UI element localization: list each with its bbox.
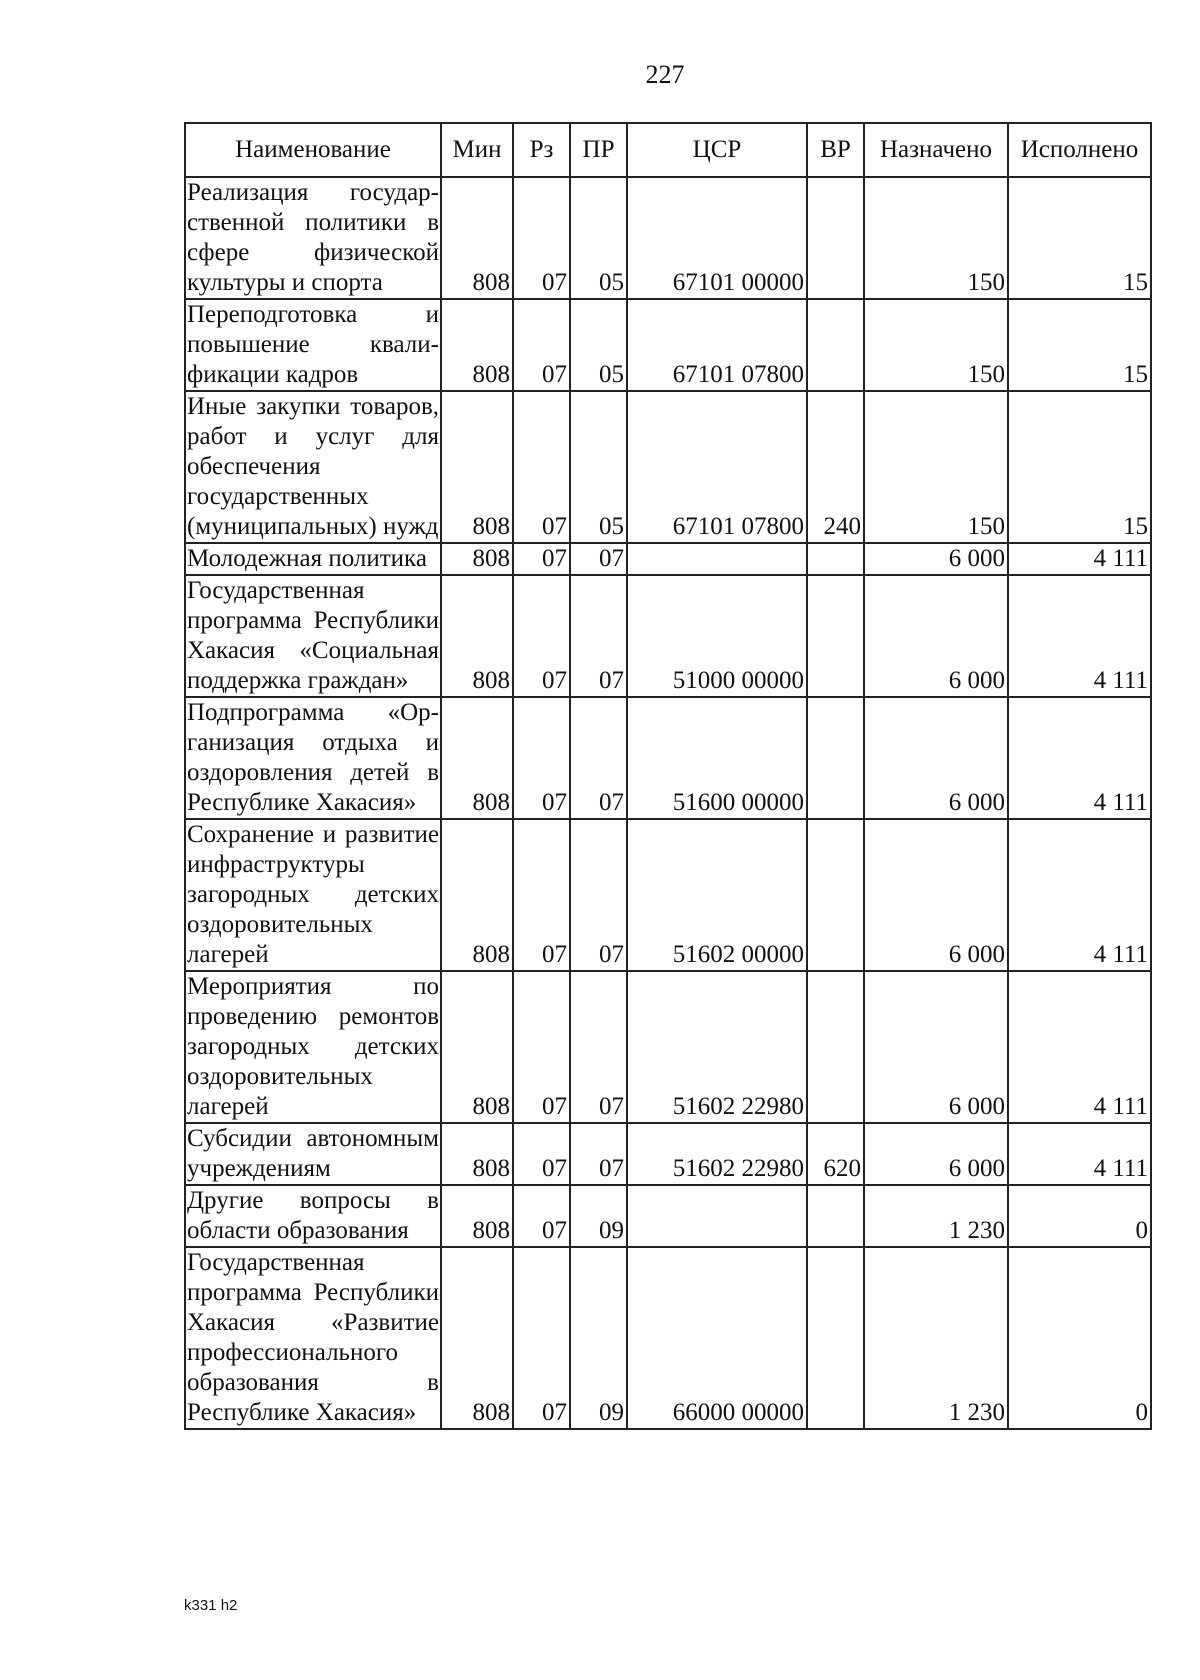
- cell-pr: 07: [570, 971, 627, 1123]
- cell-assigned: 6 000: [864, 697, 1008, 819]
- cell-executed: 4 111: [1008, 697, 1151, 819]
- cell-csr: 67101 07800: [627, 299, 807, 391]
- cell-min: 808: [441, 1123, 513, 1185]
- table-row: [185, 1185, 1151, 1247]
- table-row: [185, 1123, 1151, 1185]
- header-rz: Рз: [513, 123, 570, 177]
- cell-vr: 240: [807, 391, 864, 543]
- cell-vr: [807, 177, 864, 299]
- table-row: [185, 299, 1151, 391]
- header-pr: ПР: [570, 123, 627, 177]
- cell-csr: [627, 1185, 807, 1247]
- table-row: [185, 543, 1151, 575]
- cell-assigned: 6 000: [864, 1123, 1008, 1185]
- cell-assigned: 6 000: [864, 575, 1008, 697]
- cell-executed: 15: [1008, 299, 1151, 391]
- cell-rz: 07: [513, 543, 570, 575]
- table-row: [185, 177, 1151, 299]
- cell-csr: 51602 22980: [627, 1123, 807, 1185]
- cell-min: 808: [441, 1185, 513, 1247]
- cell-vr: [807, 543, 864, 575]
- cell-rz: 07: [513, 697, 570, 819]
- cell-pr: 07: [570, 819, 627, 971]
- budget-table: [184, 122, 1152, 1430]
- cell-executed: 0: [1008, 1185, 1151, 1247]
- cell-executed: 15: [1008, 391, 1151, 543]
- cell-name: Государственная программа Республики Хакасия «Развитие профессионального образования в Республике Хакасия»: [185, 1247, 441, 1429]
- cell-executed: 4 111: [1008, 575, 1151, 697]
- header-name: Наименование: [185, 123, 441, 177]
- cell-pr: 05: [570, 299, 627, 391]
- cell-min: 808: [441, 575, 513, 697]
- cell-pr: 07: [570, 543, 627, 575]
- cell-pr: 09: [570, 1247, 627, 1429]
- table-row: [185, 697, 1151, 819]
- cell-vr: [807, 299, 864, 391]
- cell-name: Сохранение и развитие инфраструктуры загородных детских оздоровительных лагерей: [185, 819, 441, 971]
- cell-csr: 51602 22980: [627, 971, 807, 1123]
- header-executed: Исполнено: [1008, 123, 1151, 177]
- cell-vr: [807, 697, 864, 819]
- cell-executed: 4 111: [1008, 971, 1151, 1123]
- cell-csr: 67101 07800: [627, 391, 807, 543]
- cell-min: 808: [441, 1247, 513, 1429]
- cell-executed: 15: [1008, 177, 1151, 299]
- cell-vr: [807, 575, 864, 697]
- cell-csr: 66000 00000: [627, 1247, 807, 1429]
- cell-rz: 07: [513, 819, 570, 971]
- cell-vr: [807, 819, 864, 971]
- cell-pr: 05: [570, 177, 627, 299]
- cell-rz: 07: [513, 391, 570, 543]
- cell-assigned: 6 000: [864, 971, 1008, 1123]
- cell-rz: 07: [513, 1185, 570, 1247]
- cell-assigned: 1 230: [864, 1185, 1008, 1247]
- header-csr: ЦСР: [627, 123, 807, 177]
- table-row: [185, 819, 1151, 971]
- cell-min: 808: [441, 391, 513, 543]
- cell-csr: [627, 543, 807, 575]
- cell-assigned: 150: [864, 177, 1008, 299]
- header-assigned: Назначено: [864, 123, 1008, 177]
- cell-min: 808: [441, 819, 513, 971]
- footer-code: k331 h2: [184, 1597, 238, 1614]
- cell-name: Мероприятия по проведению ремонтов загородных детских оздоровительных лагерей: [185, 971, 441, 1123]
- cell-csr: 67101 00000: [627, 177, 807, 299]
- cell-vr: 620: [807, 1123, 864, 1185]
- cell-executed: 0: [1008, 1247, 1151, 1429]
- cell-name: Государственная программа Республики Хакасия «Социальная поддержка граждан»: [185, 575, 441, 697]
- cell-vr: [807, 1247, 864, 1429]
- cell-executed: 4 111: [1008, 543, 1151, 575]
- cell-executed: 4 111: [1008, 1123, 1151, 1185]
- header-vr: ВР: [807, 123, 864, 177]
- cell-rz: 07: [513, 177, 570, 299]
- cell-rz: 07: [513, 575, 570, 697]
- cell-name: Переподготовка и повышение квалификации кадров: [185, 299, 441, 391]
- cell-pr: 05: [570, 391, 627, 543]
- page-number: 227: [645, 60, 685, 89]
- cell-rz: 07: [513, 971, 570, 1123]
- cell-rz: 07: [513, 299, 570, 391]
- cell-min: 808: [441, 543, 513, 575]
- cell-vr: [807, 971, 864, 1123]
- cell-pr: 07: [570, 697, 627, 819]
- cell-rz: 07: [513, 1247, 570, 1429]
- table-row: [185, 1247, 1151, 1429]
- header-min: Мин: [441, 123, 513, 177]
- table-header-row: [185, 123, 1151, 177]
- cell-rz: 07: [513, 1123, 570, 1185]
- cell-executed: 4 111: [1008, 819, 1151, 971]
- cell-name: Субсидии автономным учреждениям: [185, 1123, 441, 1185]
- table-row: [185, 971, 1151, 1123]
- cell-name: Другие вопросы в области образования: [185, 1185, 441, 1247]
- cell-min: 808: [441, 697, 513, 819]
- cell-assigned: 150: [864, 391, 1008, 543]
- cell-assigned: 6 000: [864, 543, 1008, 575]
- cell-csr: 51600 00000: [627, 697, 807, 819]
- cell-assigned: 6 000: [864, 819, 1008, 971]
- cell-vr: [807, 1185, 864, 1247]
- cell-assigned: 1 230: [864, 1247, 1008, 1429]
- cell-name: Реализация государственной политики в сфере физической культуры и спорта: [185, 177, 441, 299]
- cell-name: Подпрограмма «Организация отдыха и оздоровления детей в Республике Хакасия»: [185, 697, 441, 819]
- cell-min: 808: [441, 177, 513, 299]
- cell-name: Молодежная политика: [185, 543, 441, 575]
- table-row: [185, 575, 1151, 697]
- cell-pr: 09: [570, 1185, 627, 1247]
- cell-assigned: 150: [864, 299, 1008, 391]
- cell-csr: 51602 00000: [627, 819, 807, 971]
- cell-pr: 07: [570, 575, 627, 697]
- cell-pr: 07: [570, 1123, 627, 1185]
- cell-csr: 51000 00000: [627, 575, 807, 697]
- cell-min: 808: [441, 299, 513, 391]
- cell-min: 808: [441, 971, 513, 1123]
- cell-name: Иные закупки товаров, работ и услуг для обеспечения государственных (муниципальных) нужд: [185, 391, 441, 543]
- table-row: [185, 391, 1151, 543]
